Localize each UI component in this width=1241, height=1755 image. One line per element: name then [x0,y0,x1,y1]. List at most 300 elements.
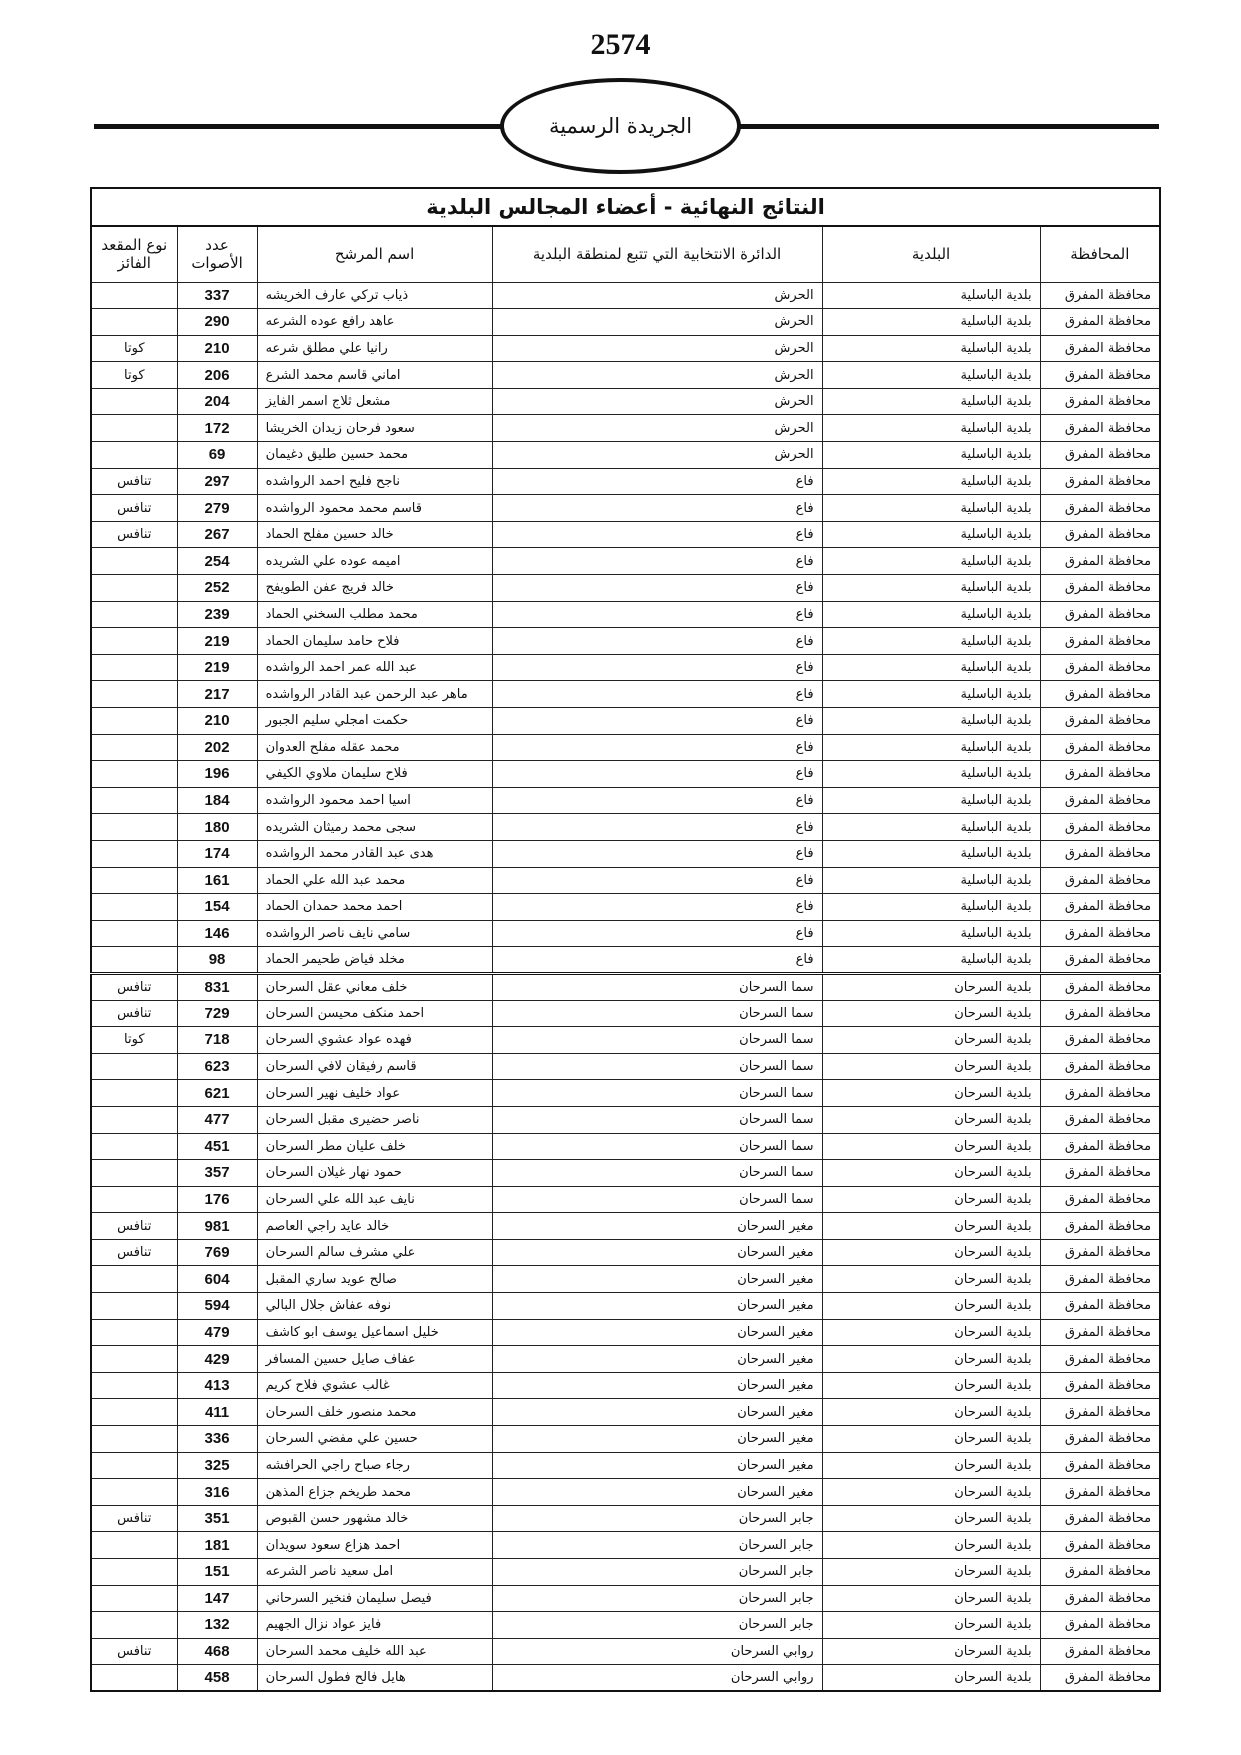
cell-votes: 184 [177,787,257,814]
cell-district: فاع [492,947,822,974]
cell-seat-type: كوتا [91,362,177,389]
table-row [91,1186,1160,1213]
cell-candidate-name: صالح عويد ساري المقبل [257,1266,492,1293]
cell-governorate: محافظة المفرق [1040,1027,1160,1054]
cell-seat-type: تنافس [91,1638,177,1665]
cell-district: سما السرحان [492,1160,822,1187]
table-row [91,654,1160,681]
cell-candidate-name: حمود نهار غيلان السرحان [257,1160,492,1187]
cell-district: مغير السرحان [492,1372,822,1399]
header-seat-type: نوع المقعد الفائز [91,226,177,282]
cell-votes: 623 [177,1053,257,1080]
cell-votes: 413 [177,1372,257,1399]
cell-candidate-name: ماهر عبد الرحمن عبد القادر الرواشده [257,681,492,708]
cell-votes: 252 [177,575,257,602]
cell-district: الحرش [492,282,822,309]
cell-governorate: محافظة المفرق [1040,1319,1160,1346]
header-municipality: البلدية [822,226,1040,282]
cell-municipality: بلدية الباسلية [822,362,1040,389]
cell-seat-type: كوتا [91,335,177,362]
results-body [91,282,1160,1691]
cell-candidate-name: امل سعيد ناصر الشرعه [257,1559,492,1586]
cell-municipality: بلدية الباسلية [822,282,1040,309]
cell-votes: 217 [177,681,257,708]
cell-municipality: بلدية السرحان [822,1399,1040,1426]
table-row [91,1638,1160,1665]
cell-seat-type: تنافس [91,1505,177,1532]
cell-candidate-name: فايز عواد نزال الجهيم [257,1612,492,1639]
page-number: 2574 [590,28,651,61]
table-row [91,867,1160,894]
cell-municipality: بلدية السرحان [822,1665,1040,1692]
cell-votes: 239 [177,601,257,628]
cell-candidate-name: قاسم محمد محمود الرواشده [257,495,492,522]
cell-votes: 337 [177,282,257,309]
cell-candidate-name: احمد محمد حمدان الحماد [257,894,492,921]
cell-municipality: بلدية السرحان [822,1053,1040,1080]
table-row [91,1452,1160,1479]
cell-municipality: بلدية السرحان [822,1213,1040,1240]
cell-governorate: محافظة المفرق [1040,388,1160,415]
cell-candidate-name: سجى محمد رميثان الشريده [257,814,492,841]
cell-district: سما السرحان [492,1133,822,1160]
cell-governorate: محافظة المفرق [1040,787,1160,814]
cell-governorate: محافظة المفرق [1040,1293,1160,1320]
table-row [91,1293,1160,1320]
cell-governorate: محافظة المفرق [1040,1133,1160,1160]
table-row [91,1372,1160,1399]
cell-district: مغير السرحان [492,1426,822,1453]
cell-votes: 204 [177,388,257,415]
cell-candidate-name: رانيا علي مطلق شرعه [257,335,492,362]
table-row [91,1665,1160,1692]
cell-candidate-name: عبد الله عمر احمد الرواشده [257,654,492,681]
cell-municipality: بلدية السرحان [822,1266,1040,1293]
cell-seat-type: تنافس [91,1239,177,1266]
cell-candidate-name: خلف معاني عقل السرحان [257,973,492,1000]
cell-votes: 98 [177,947,257,974]
cell-municipality: بلدية السرحان [822,1186,1040,1213]
cell-candidate-name: فهده عواد عشوي السرحان [257,1027,492,1054]
table-row [91,1585,1160,1612]
masthead-rule-right [739,124,1159,129]
table-row [91,1559,1160,1586]
cell-votes: 479 [177,1319,257,1346]
cell-votes: 290 [177,309,257,336]
cell-municipality: بلدية الباسلية [822,601,1040,628]
cell-governorate: محافظة المفرق [1040,1186,1160,1213]
cell-seat-type [91,867,177,894]
cell-candidate-name: خلف عليان مطر السرحان [257,1133,492,1160]
cell-municipality: بلدية السرحان [822,1239,1040,1266]
cell-seat-type [91,681,177,708]
table-row [91,335,1160,362]
table-row [91,708,1160,735]
table-row [91,1239,1160,1266]
cell-seat-type [91,814,177,841]
table-row [91,787,1160,814]
cell-municipality: بلدية الباسلية [822,920,1040,947]
cell-votes: 267 [177,521,257,548]
table-row [91,1532,1160,1559]
cell-governorate: محافظة المفرق [1040,734,1160,761]
cell-governorate: محافظة المفرق [1040,947,1160,974]
cell-municipality: بلدية السرحان [822,1559,1040,1586]
cell-governorate: محافظة المفرق [1040,708,1160,735]
cell-candidate-name: خالد مشهور حسن القبوص [257,1505,492,1532]
cell-district: الحرش [492,442,822,469]
cell-municipality: بلدية السرحان [822,1080,1040,1107]
cell-district: سما السرحان [492,1053,822,1080]
cell-candidate-name: محمد منصور خلف السرحان [257,1399,492,1426]
cell-municipality: بلدية السرحان [822,1612,1040,1639]
cell-district: جابر السرحان [492,1585,822,1612]
cell-municipality: بلدية الباسلية [822,814,1040,841]
cell-governorate: محافظة المفرق [1040,920,1160,947]
cell-municipality: بلدية السرحان [822,1585,1040,1612]
cell-district: مغير السرحان [492,1319,822,1346]
cell-candidate-name: فلاح سليمان ملاوي الكيفي [257,761,492,788]
cell-seat-type [91,1665,177,1692]
cell-municipality: بلدية الباسلية [822,495,1040,522]
cell-governorate: محافظة المفرق [1040,1426,1160,1453]
cell-votes: 176 [177,1186,257,1213]
table-row [91,1133,1160,1160]
cell-votes: 411 [177,1399,257,1426]
cell-votes: 718 [177,1027,257,1054]
cell-votes: 325 [177,1452,257,1479]
table-row [91,548,1160,575]
header-district: الدائرة الانتخابية التي تتبع لمنطقة البلدية [492,226,822,282]
cell-seat-type [91,1053,177,1080]
cell-candidate-name: عاهد رافع عوده الشرعه [257,309,492,336]
cell-governorate: محافظة المفرق [1040,1080,1160,1107]
table-header-row [91,226,1160,282]
cell-candidate-name: عفاف صايل حسين المسافر [257,1346,492,1373]
cell-governorate: محافظة المفرق [1040,309,1160,336]
cell-seat-type [91,1612,177,1639]
cell-district: فاع [492,495,822,522]
cell-district: فاع [492,681,822,708]
cell-municipality: بلدية الباسلية [822,708,1040,735]
cell-seat-type [91,1426,177,1453]
cell-municipality: بلدية الباسلية [822,894,1040,921]
cell-municipality: بلدية الباسلية [822,947,1040,974]
cell-candidate-name: نايف عبد الله علي السرحان [257,1186,492,1213]
cell-seat-type [91,1399,177,1426]
cell-votes: 769 [177,1239,257,1266]
cell-candidate-name: سامي نايف ناصر الرواشده [257,920,492,947]
table-title: النتائج النهائية - أعضاء المجالس البلدية [91,188,1160,226]
cell-governorate: محافظة المفرق [1040,1585,1160,1612]
cell-candidate-name: محمد مطلب السخني الحماد [257,601,492,628]
cell-votes: 254 [177,548,257,575]
cell-seat-type [91,840,177,867]
cell-candidate-name: قاسم رفيقان لافي السرحان [257,1053,492,1080]
cell-seat-type [91,548,177,575]
cell-votes: 69 [177,442,257,469]
cell-seat-type: تنافس [91,1213,177,1240]
cell-candidate-name: عبد الله خليف محمد السرحان [257,1638,492,1665]
cell-candidate-name: ناجح فليح احمد الرواشده [257,468,492,495]
cell-votes: 604 [177,1266,257,1293]
cell-votes: 210 [177,708,257,735]
table-row [91,442,1160,469]
cell-governorate: محافظة المفرق [1040,601,1160,628]
cell-district: فاع [492,548,822,575]
cell-seat-type: تنافس [91,521,177,548]
cell-municipality: بلدية الباسلية [822,681,1040,708]
cell-votes: 180 [177,814,257,841]
cell-votes: 206 [177,362,257,389]
cell-municipality: بلدية السرحان [822,1027,1040,1054]
table-row [91,947,1160,974]
cell-seat-type [91,1080,177,1107]
cell-votes: 336 [177,1426,257,1453]
cell-district: سما السرحان [492,1106,822,1133]
cell-votes: 316 [177,1479,257,1506]
table-row [91,1027,1160,1054]
cell-governorate: محافظة المفرق [1040,1665,1160,1692]
cell-votes: 831 [177,973,257,1000]
cell-district: سما السرحان [492,1000,822,1027]
cell-candidate-name: محمد طريخم جزاع المذهن [257,1479,492,1506]
cell-municipality: بلدية الباسلية [822,309,1040,336]
cell-municipality: بلدية الباسلية [822,734,1040,761]
table-row [91,468,1160,495]
cell-votes: 219 [177,654,257,681]
cell-seat-type: تنافس [91,1000,177,1027]
cell-governorate: محافظة المفرق [1040,468,1160,495]
table-row [91,1399,1160,1426]
cell-governorate: محافظة المفرق [1040,628,1160,655]
cell-governorate: محافظة المفرق [1040,1053,1160,1080]
cell-district: فاع [492,761,822,788]
table-row [91,1266,1160,1293]
cell-candidate-name: غالب عشوي فلاح كريم [257,1372,492,1399]
cell-municipality: بلدية الباسلية [822,335,1040,362]
cell-seat-type [91,1452,177,1479]
cell-seat-type [91,1479,177,1506]
cell-candidate-name: اسيا احمد محمود الرواشده [257,787,492,814]
header-candidate: اسم المرشح [257,226,492,282]
cell-candidate-name: احمد هزاع سعود سويدان [257,1532,492,1559]
cell-votes: 202 [177,734,257,761]
cell-municipality: بلدية الباسلية [822,442,1040,469]
cell-municipality: بلدية السرحان [822,1160,1040,1187]
cell-district: فاع [492,840,822,867]
cell-district: فاع [492,521,822,548]
cell-governorate: محافظة المفرق [1040,761,1160,788]
masthead-rule-left [94,124,502,129]
table-row [91,814,1160,841]
table-row [91,1505,1160,1532]
cell-seat-type [91,761,177,788]
cell-votes: 146 [177,920,257,947]
cell-municipality: بلدية الباسلية [822,840,1040,867]
cell-governorate: محافظة المفرق [1040,1000,1160,1027]
cell-seat-type [91,1186,177,1213]
cell-votes: 981 [177,1213,257,1240]
cell-candidate-name: عواد خليف نهير السرحان [257,1080,492,1107]
cell-district: فاع [492,867,822,894]
cell-votes: 594 [177,1293,257,1320]
cell-governorate: محافظة المفرق [1040,335,1160,362]
cell-district: فاع [492,814,822,841]
cell-votes: 351 [177,1505,257,1532]
cell-district: فاع [492,601,822,628]
cell-governorate: محافظة المفرق [1040,681,1160,708]
cell-votes: 621 [177,1080,257,1107]
cell-district: جابر السرحان [492,1505,822,1532]
cell-governorate: محافظة المفرق [1040,973,1160,1000]
cell-district: مغير السرحان [492,1239,822,1266]
cell-governorate: محافظة المفرق [1040,282,1160,309]
cell-governorate: محافظة المفرق [1040,1479,1160,1506]
cell-seat-type [91,628,177,655]
cell-district: فاع [492,575,822,602]
cell-district: مغير السرحان [492,1479,822,1506]
cell-candidate-name: محمد عبد الله علي الحماد [257,867,492,894]
table-row [91,388,1160,415]
cell-candidate-name: خالد فريج عفن الطويفح [257,575,492,602]
cell-district: فاع [492,920,822,947]
cell-district: فاع [492,468,822,495]
cell-governorate: محافظة المفرق [1040,575,1160,602]
cell-district: الحرش [492,388,822,415]
cell-municipality: بلدية السرحان [822,1505,1040,1532]
cell-governorate: محافظة المفرق [1040,654,1160,681]
table-row [91,1213,1160,1240]
cell-governorate: محافظة المفرق [1040,1399,1160,1426]
cell-seat-type [91,1160,177,1187]
table-title-row [91,188,1160,226]
cell-votes: 174 [177,840,257,867]
cell-votes: 196 [177,761,257,788]
cell-governorate: محافظة المفرق [1040,362,1160,389]
cell-governorate: محافظة المفرق [1040,840,1160,867]
cell-seat-type [91,1559,177,1586]
cell-candidate-name: اميمه عوده علي الشريده [257,548,492,575]
cell-municipality: بلدية الباسلية [822,575,1040,602]
cell-governorate: محافظة المفرق [1040,1638,1160,1665]
cell-seat-type [91,1106,177,1133]
cell-governorate: محافظة المفرق [1040,1505,1160,1532]
cell-district: الحرش [492,415,822,442]
cell-municipality: بلدية السرحان [822,1293,1040,1320]
table-row [91,1612,1160,1639]
cell-seat-type [91,1133,177,1160]
cell-district: فاع [492,708,822,735]
cell-governorate: محافظة المفرق [1040,521,1160,548]
cell-district: سما السرحان [492,1080,822,1107]
cell-votes: 279 [177,495,257,522]
cell-municipality: بلدية السرحان [822,1106,1040,1133]
table-row [91,495,1160,522]
cell-governorate: محافظة المفرق [1040,415,1160,442]
cell-municipality: بلدية السرحان [822,1452,1040,1479]
table-row [91,1053,1160,1080]
cell-votes: 219 [177,628,257,655]
table-row [91,734,1160,761]
cell-votes: 451 [177,1133,257,1160]
cell-governorate: محافظة المفرق [1040,1346,1160,1373]
cell-municipality: بلدية السرحان [822,1319,1040,1346]
cell-district: الحرش [492,362,822,389]
cell-votes: 172 [177,415,257,442]
cell-candidate-name: محمد عقله مفلح العدوان [257,734,492,761]
cell-votes: 147 [177,1585,257,1612]
cell-seat-type [91,1266,177,1293]
table-row [91,973,1160,1000]
cell-seat-type [91,708,177,735]
cell-municipality: بلدية السرحان [822,1000,1040,1027]
cell-district: الحرش [492,335,822,362]
cell-votes: 458 [177,1665,257,1692]
cell-governorate: محافظة المفرق [1040,1612,1160,1639]
table-row [91,1080,1160,1107]
cell-seat-type [91,1585,177,1612]
cell-votes: 297 [177,468,257,495]
cell-municipality: بلدية السرحان [822,1638,1040,1665]
cell-votes: 429 [177,1346,257,1373]
cell-district: جابر السرحان [492,1612,822,1639]
cell-district: مغير السرحان [492,1399,822,1426]
masthead-oval [500,78,741,174]
cell-district: سما السرحان [492,1027,822,1054]
header-governorate: المحافظة [1040,226,1160,282]
cell-candidate-name: احمد منكف محيسن السرحان [257,1000,492,1027]
cell-candidate-name: ناصر حضيرى مقبل السرحان [257,1106,492,1133]
cell-candidate-name: اماني قاسم محمد الشرع [257,362,492,389]
cell-governorate: محافظة المفرق [1040,1239,1160,1266]
table-row [91,894,1160,921]
cell-municipality: بلدية الباسلية [822,867,1040,894]
cell-district: فاع [492,894,822,921]
cell-candidate-name: خالد عايد راجي العاصم [257,1213,492,1240]
cell-votes: 154 [177,894,257,921]
cell-candidate-name: فيصل سليمان فنخير السرحاني [257,1585,492,1612]
cell-governorate: محافظة المفرق [1040,894,1160,921]
cell-candidate-name: خليل اسماعيل يوسف ابو كاشف [257,1319,492,1346]
cell-governorate: محافظة المفرق [1040,1452,1160,1479]
cell-candidate-name: ذياب تركي عارف الخريشه [257,282,492,309]
cell-governorate: محافظة المفرق [1040,442,1160,469]
cell-seat-type [91,309,177,336]
table-row [91,282,1160,309]
cell-district: مغير السرحان [492,1346,822,1373]
cell-governorate: محافظة المفرق [1040,1213,1160,1240]
cell-candidate-name: محمد حسين طليق دغيمان [257,442,492,469]
cell-seat-type [91,787,177,814]
cell-district: روابي السرحان [492,1665,822,1692]
table-row [91,575,1160,602]
cell-municipality: بلدية الباسلية [822,628,1040,655]
cell-municipality: بلدية السرحان [822,1372,1040,1399]
table-row [91,1106,1160,1133]
cell-candidate-name: رجاء صباح راجي الحرافشه [257,1452,492,1479]
cell-candidate-name: هدى عبد القادر محمد الرواشده [257,840,492,867]
cell-seat-type: تنافس [91,973,177,1000]
table-row [91,1319,1160,1346]
table-row [91,1346,1160,1373]
cell-seat-type [91,601,177,628]
cell-governorate: محافظة المفرق [1040,548,1160,575]
table-row [91,628,1160,655]
cell-candidate-name: حكمت امجلي سليم الجبور [257,708,492,735]
cell-governorate: محافظة المفرق [1040,1372,1160,1399]
cell-seat-type [91,1372,177,1399]
